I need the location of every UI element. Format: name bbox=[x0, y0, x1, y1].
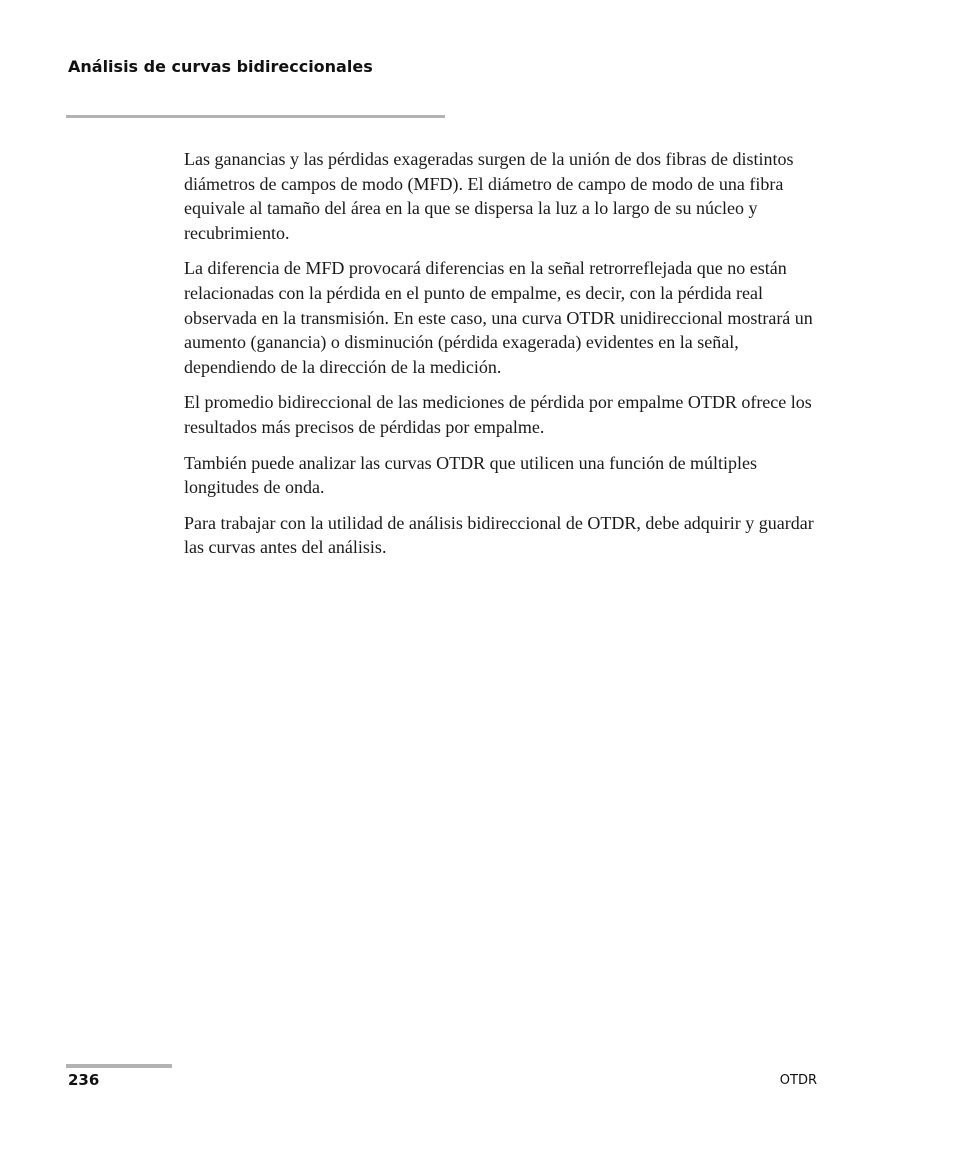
footer-label: OTDR bbox=[779, 1073, 817, 1088]
paragraph: Las ganancias y las pérdidas exageradas surgen de la unión de dos fibras de distintos diámetros de campos de modo (MFD). El diámetro de campo de modo de una fibra equivale al tamaño del área en la que se dispersa la luz a lo largo de su núcleo y recubrimiento. bbox=[184, 149, 794, 243]
paragraph: También puede analizar las curvas OTDR que utilicen una función de múltiples longitudes de onda. bbox=[184, 452, 758, 498]
footer-rule bbox=[66, 1064, 172, 1068]
page-header-title: Análisis de curvas bidireccionales bbox=[68, 57, 373, 76]
paragraph: El promedio bidireccional de las mediciones de pérdida por empalme OTDR ofrece los resultados más precisos de pérdidas por empalme. bbox=[184, 392, 812, 437]
header-rule bbox=[66, 115, 445, 118]
body-text bbox=[184, 147, 820, 571]
paragraph: La diferencia de MFD provocará diferencias en la señal retrorreflejada que no están relacionadas con la pérdida en el punto de empalme, es decir, con la pérdida real observada en la transmisión. En este caso, una curva OTDR unidireccional mostrará un aumento (ganancia) o disminución (pérdida exagerada) evidentes en la señal, dependiendo de la dirección de la medición. bbox=[184, 258, 813, 377]
page-number: 236 bbox=[68, 1071, 100, 1089]
paragraph: Para trabajar con la utilidad de análisis bidireccional de OTDR, debe adquirir y guardar las curvas antes del análisis. bbox=[184, 512, 814, 558]
